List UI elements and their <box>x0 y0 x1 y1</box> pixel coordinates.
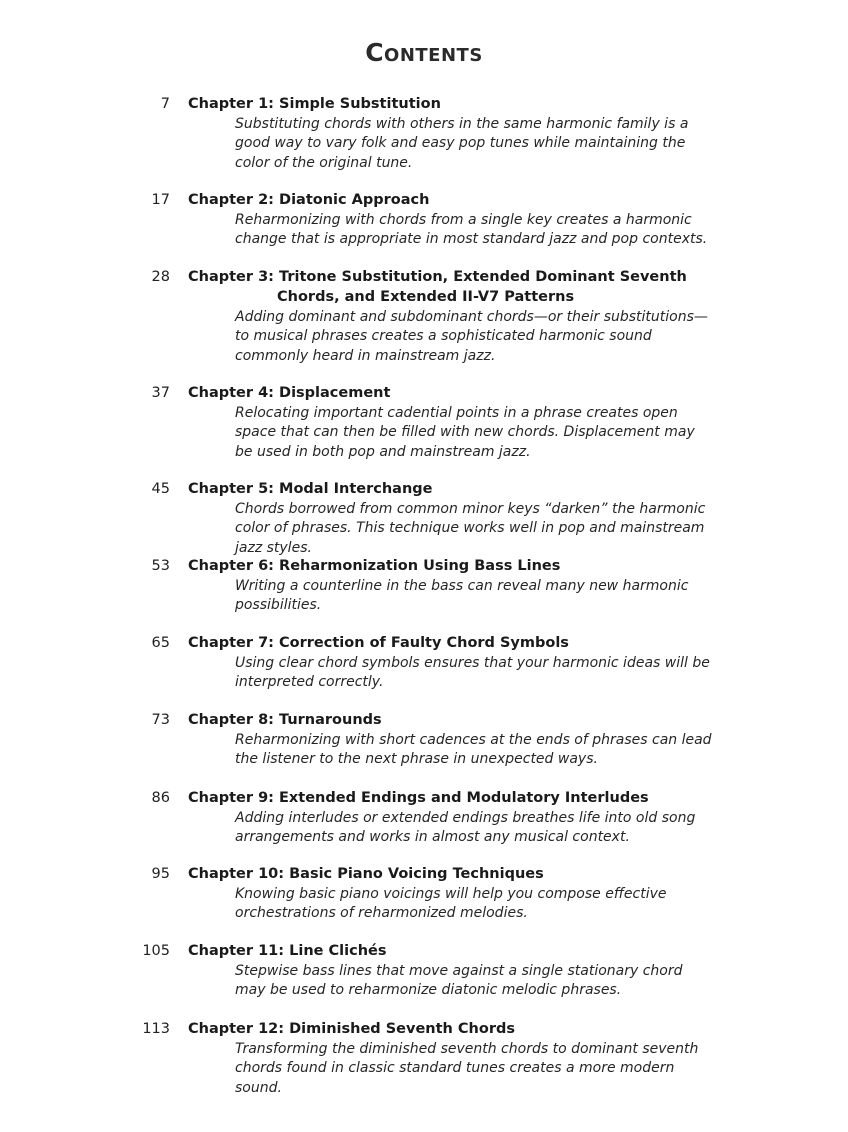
chapter-description: Transforming the diminished seventh chords to dominant seventh chords found in classic standard tunes creates a more modern sound. <box>235 1041 699 1096</box>
chapter-title-text: Chapter 4: Displacement <box>188 385 391 401</box>
chapter-title <box>188 788 708 808</box>
chapter-description: Substituting chords with others in the same harmonic family is a good way to vary folk and easy pop tunes while maintaining the color of the original tune. <box>235 116 689 171</box>
chapter-title-text: Chapter 7: Correction of Faulty Chord Symbols <box>188 635 569 651</box>
page-number: 95 <box>151 866 170 882</box>
page-number: 37 <box>151 385 170 401</box>
page-number: 65 <box>151 635 170 651</box>
page-number: 7 <box>160 96 170 112</box>
chapter-title <box>188 633 708 653</box>
chapter-title <box>188 94 708 114</box>
page-number: 28 <box>151 269 170 285</box>
chapter-description: Reharmonizing with chords from a single key creates a harmonic change that is appropriate in most standard jazz and pop contexts. <box>235 212 708 248</box>
chapter-title <box>188 1019 708 1039</box>
page-number: 105 <box>142 943 170 959</box>
chapter-title-text: Chapter 5: Modal Interchange <box>188 481 433 497</box>
chapter-description: Reharmonizing with short cadences at the ends of phrases can lead the listener to the next phrase in unexpected ways. <box>235 732 712 768</box>
chapter-title <box>188 267 708 307</box>
chapter-description: Adding dominant and subdominant chords—or their substitutions—to musical phrases creates a sophisticated harmonic sound commonly heard in mainstream jazz. <box>235 309 708 364</box>
page-number: 17 <box>151 192 170 208</box>
page-number: 53 <box>151 558 170 574</box>
chapter-title-text: Chapter 3: Tritone Substitution, Extended Dominant Seventh <box>188 269 687 285</box>
page-number: 86 <box>151 790 170 806</box>
chapter-title-text: Chapter 12: Diminished Seventh Chords <box>188 1021 515 1037</box>
chapter-description: Relocating important cadential points in a phrase creates open space that can then be filled with new chords. Displacement may be used in both pop and mainstream jazz. <box>235 405 695 460</box>
chapter-description: Adding interludes or extended endings breathes life into old song arrangements and works in almost any musical context. <box>235 810 696 846</box>
chapter-title <box>188 479 708 499</box>
chapter-description: Chords borrowed from common minor keys “darken” the harmonic color of phrases. This technique works well in pop and mainstream jazz styles. <box>235 501 706 556</box>
chapter-title <box>188 941 708 961</box>
chapter-title-text: Chapter 6: Reharmonization Using Bass Lines <box>188 558 561 574</box>
chapter-title-text: Chapter 8: Turnarounds <box>188 712 382 728</box>
chapter-description: Knowing basic piano voicings will help you compose effective orchestrations of reharmonized melodies. <box>235 886 667 922</box>
chapter-description: Using clear chord symbols ensures that your harmonic ideas will be interpreted correctly. <box>235 655 710 691</box>
chapter-title <box>188 556 708 576</box>
chapter-title <box>188 710 708 730</box>
chapter-title <box>188 383 708 403</box>
page-number: 45 <box>151 481 170 497</box>
chapter-title <box>188 864 708 884</box>
chapter-title-text: Chapter 2: Diatonic Approach <box>188 192 430 208</box>
chapter-title <box>188 190 708 210</box>
chapter-title-text: Chapter 10: Basic Piano Voicing Techniques <box>188 866 544 882</box>
page-number: 113 <box>142 1021 170 1037</box>
page-title: Contents <box>365 38 483 67</box>
chapter-description: Writing a counterline in the bass can reveal many new harmonic possibilities. <box>235 578 689 614</box>
chapter-title-text: Chapter 1: Simple Substitution <box>188 96 441 112</box>
chapter-title-text: Chapter 9: Extended Endings and Modulatory Interludes <box>188 790 649 806</box>
chapter-description: Stepwise bass lines that move against a single stationary chord may be used to reharmonize diatonic melodic phrases. <box>235 963 683 999</box>
page-number: 73 <box>151 712 170 728</box>
chapter-title-text: Chapter 11: Line Clichés <box>188 943 387 959</box>
chapter-title-continued: Chords, and Extended II-V7 Patterns <box>277 289 575 305</box>
